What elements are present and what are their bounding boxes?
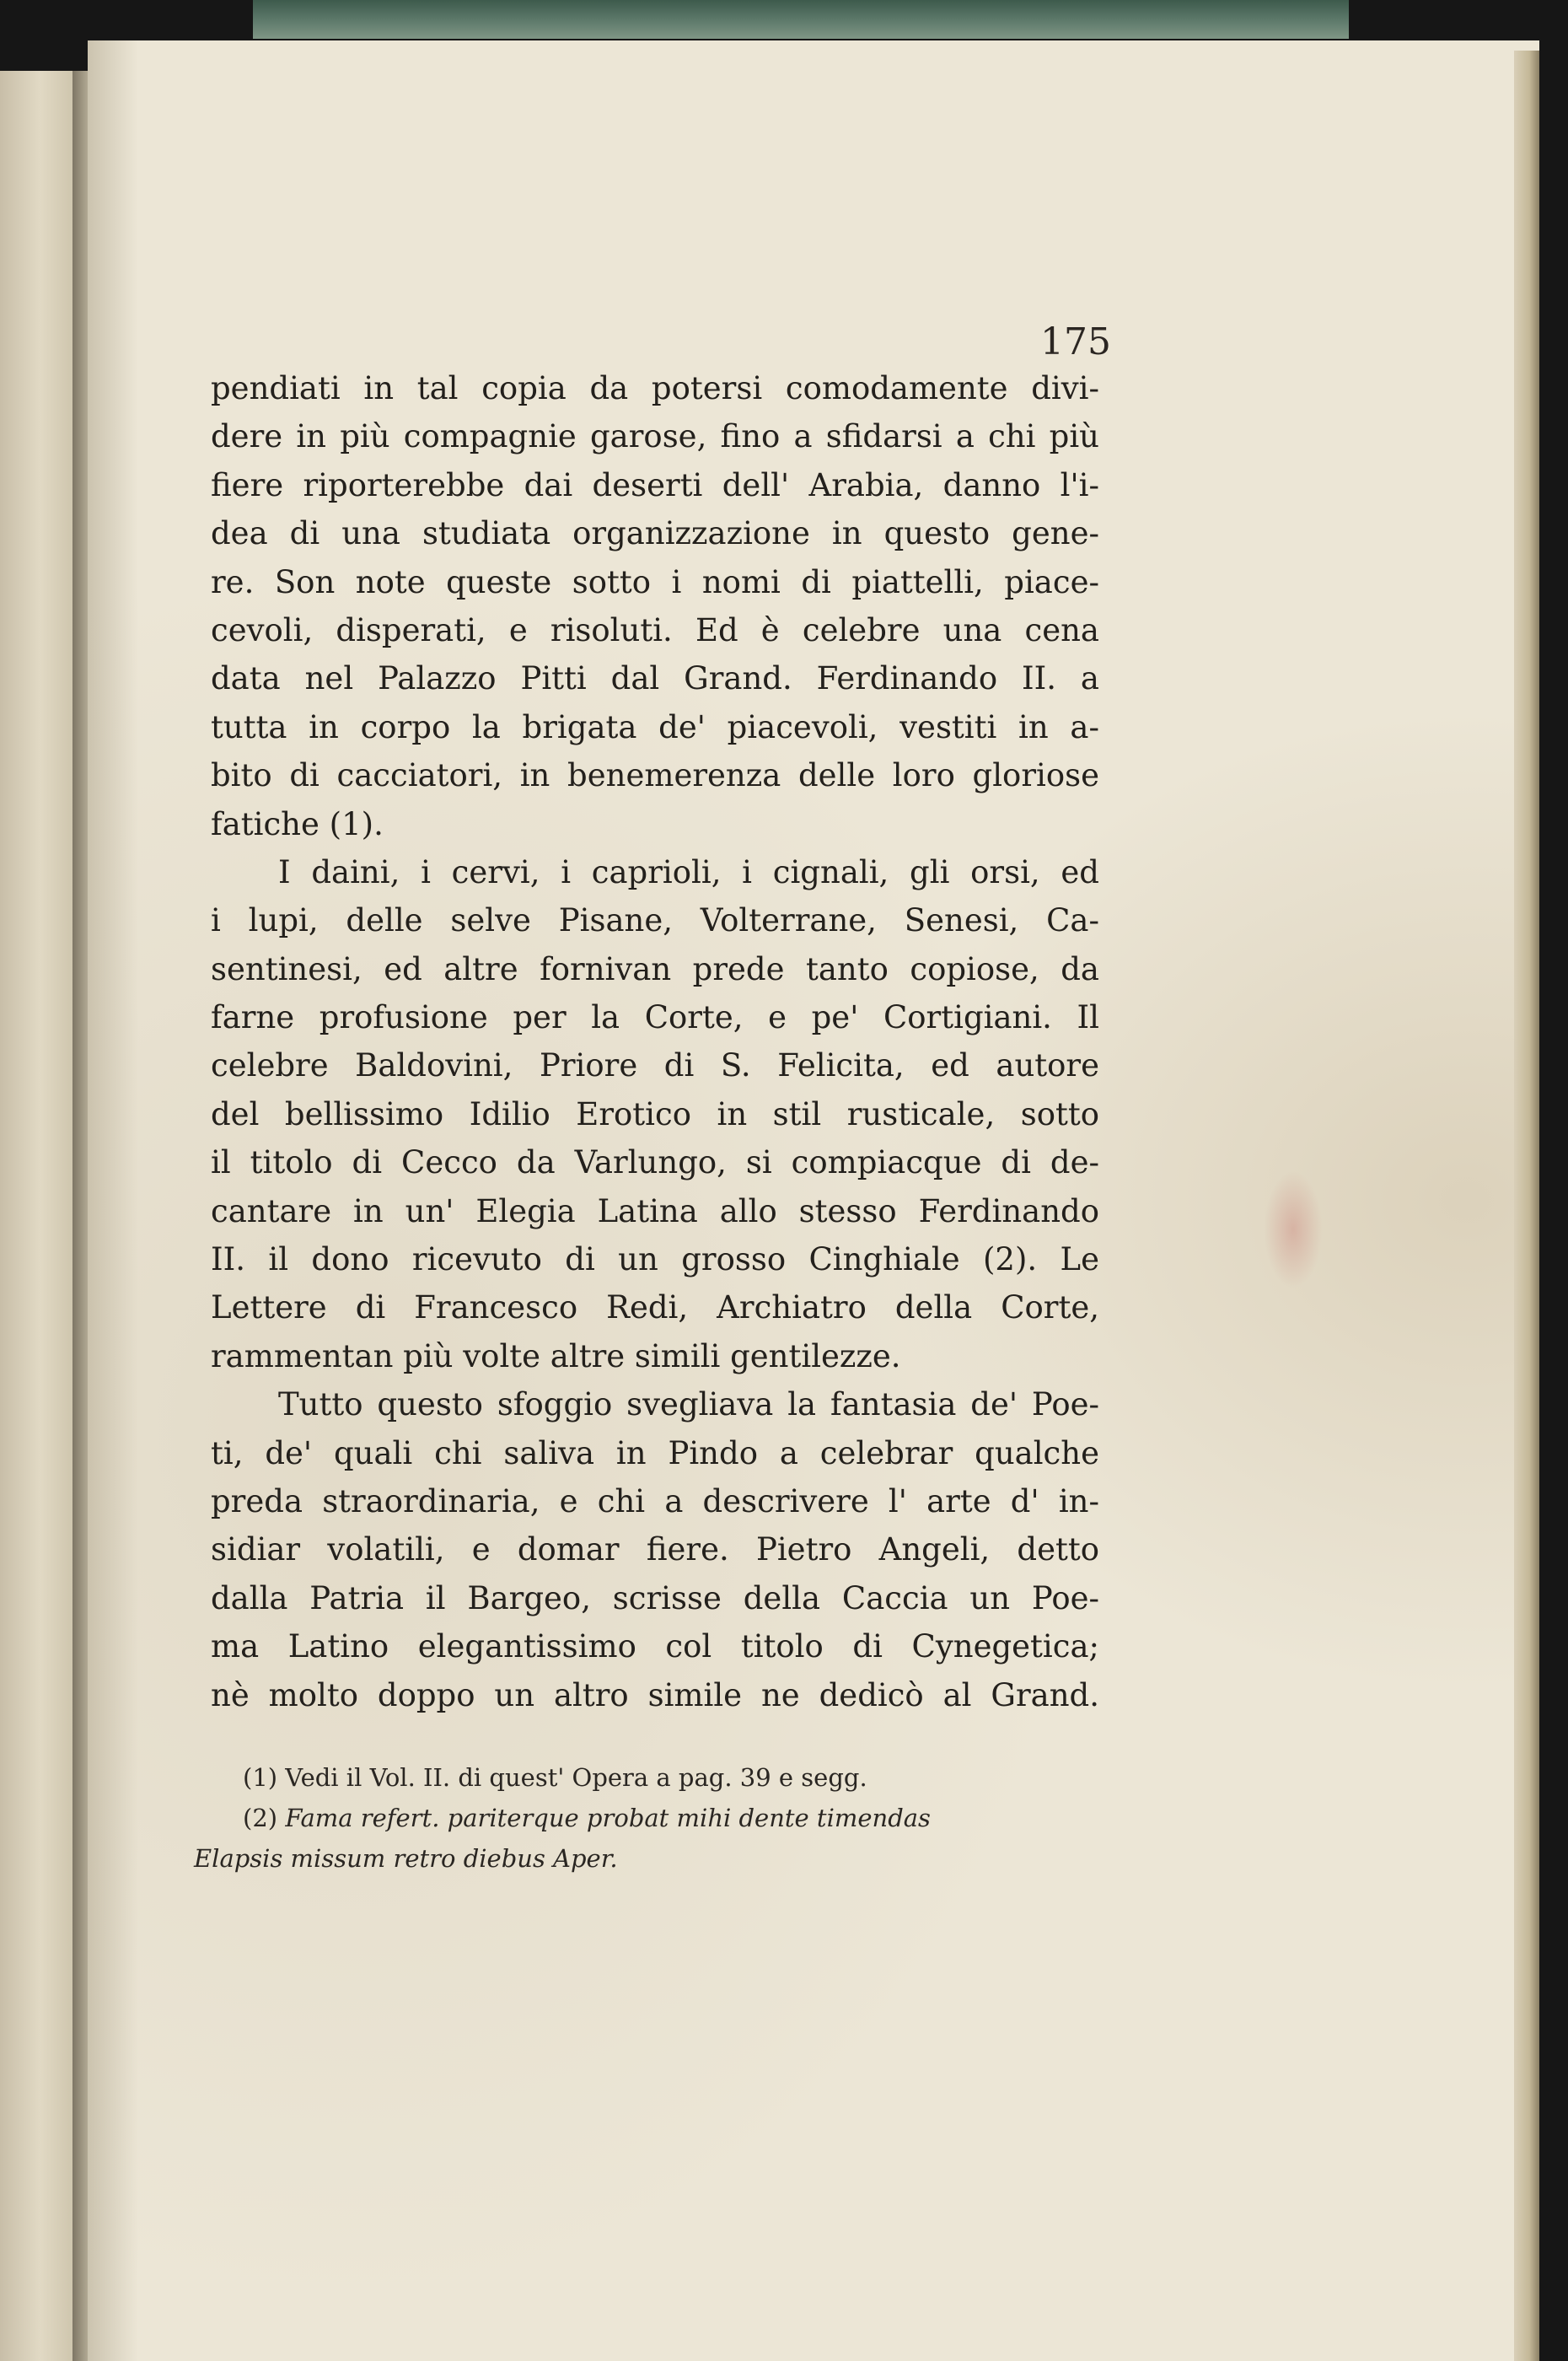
text-line: cevoli, disperati, e risoluti. Ed è celebre una cena	[211, 611, 1099, 648]
text-line: sidiar volatili, e domar fiere. Pietro Angeli, detto	[211, 1531, 1099, 1568]
text-line: pendiati in tal copia da potersi comodamente divi-	[211, 370, 1099, 406]
text-line: sentinesi, ed altre fornivan prede tanto copiose, da	[211, 950, 1099, 987]
footnotes	[194, 1757, 1113, 1879]
text-line: farne profusione per la Corte, e pe' Cortigiani. Il	[211, 999, 1099, 1036]
text-line: bito di cacciatori, in benemerenza delle loro gloriose	[211, 757, 1099, 794]
text-line: II. il dono ricevuto di un grosso Cinghiale (2). Le	[211, 1241, 1099, 1278]
text-line: fatiche (1).	[211, 805, 384, 842]
footnote-2	[194, 1798, 1113, 1838]
text-line: tutta in corpo la brigata de' piacevoli, vestiti in a-	[211, 708, 1099, 745]
text-line: Lettere di Francesco Redi, Archiatro della Corte,	[211, 1289, 1099, 1326]
footnote-2-marker: (2)	[243, 1804, 278, 1832]
text-line: dere in più compagnie garose, fino a sfidarsi a chi più	[211, 418, 1099, 455]
bookmark-ribbon	[253, 0, 1349, 39]
text-line: del bellissimo Idilio Erotico in stil rusticale, sotto	[211, 1095, 1099, 1132]
text-line: Tutto questo sfoggio svegliava la fantasia de' Poe-	[278, 1386, 1099, 1423]
text-line: dea di una studiata organizzazione in questo gene-	[211, 515, 1099, 552]
text-line: ti, de' quali chi saliva in Pindo a celebrar qualche	[211, 1434, 1099, 1471]
text-line: fiere riporterebbe dai deserti dell' Arabia, danno l'i-	[211, 466, 1099, 503]
text-line: i lupi, delle selve Pisane, Volterrane, Senesi, Ca-	[211, 902, 1099, 939]
text-line: I daini, i cervi, i caprioli, i cignali, gli orsi, ed	[278, 853, 1099, 890]
text-line: preda straordinaria, e chi a descrivere l' arte d' in-	[211, 1482, 1099, 1519]
text-line: dalla Patria il Bargeo, scrisse della Caccia un Poe-	[211, 1579, 1099, 1616]
body-text	[211, 364, 1099, 1719]
footnote-1: (1) Vedi il Vol. II. di quest' Opera a pag. 39 e segg.	[243, 1763, 867, 1792]
text-line: il titolo di Cecco da Varlungo, si compiacque di de-	[211, 1144, 1099, 1181]
footnote-2-verse-2: Elapsis missum retro diebus Aper.	[194, 1844, 618, 1873]
text-line: rammentan più volte altre simili gentilezze.	[211, 1337, 901, 1374]
footnote-2-verse-1: Fama refert. pariterque probat mihi dente timendas	[285, 1804, 931, 1832]
text-line: cantare in un' Elegia Latina allo stesso Ferdinando	[211, 1192, 1099, 1229]
book-gutter	[72, 71, 88, 2361]
text-line: ma Latino elegantissimo col titolo di Cynegetica;	[211, 1628, 1099, 1665]
text-line: re. Son note queste sotto i nomi di piattelli, piace-	[211, 563, 1099, 600]
text-line: data nel Palazzo Pitti dal Grand. Ferdinando II. a	[211, 660, 1099, 697]
left-page-edge	[0, 71, 72, 2361]
page-fore-edge	[1514, 51, 1539, 2361]
foxing-stain	[1264, 1170, 1323, 1288]
text-line: celebre Baldovini, Priore di S. Felicita, ed autore	[211, 1047, 1099, 1084]
page-number: 175	[1040, 320, 1111, 363]
text-line: nè molto doppo un altro simile ne dedicò al Grand.	[211, 1676, 1099, 1713]
